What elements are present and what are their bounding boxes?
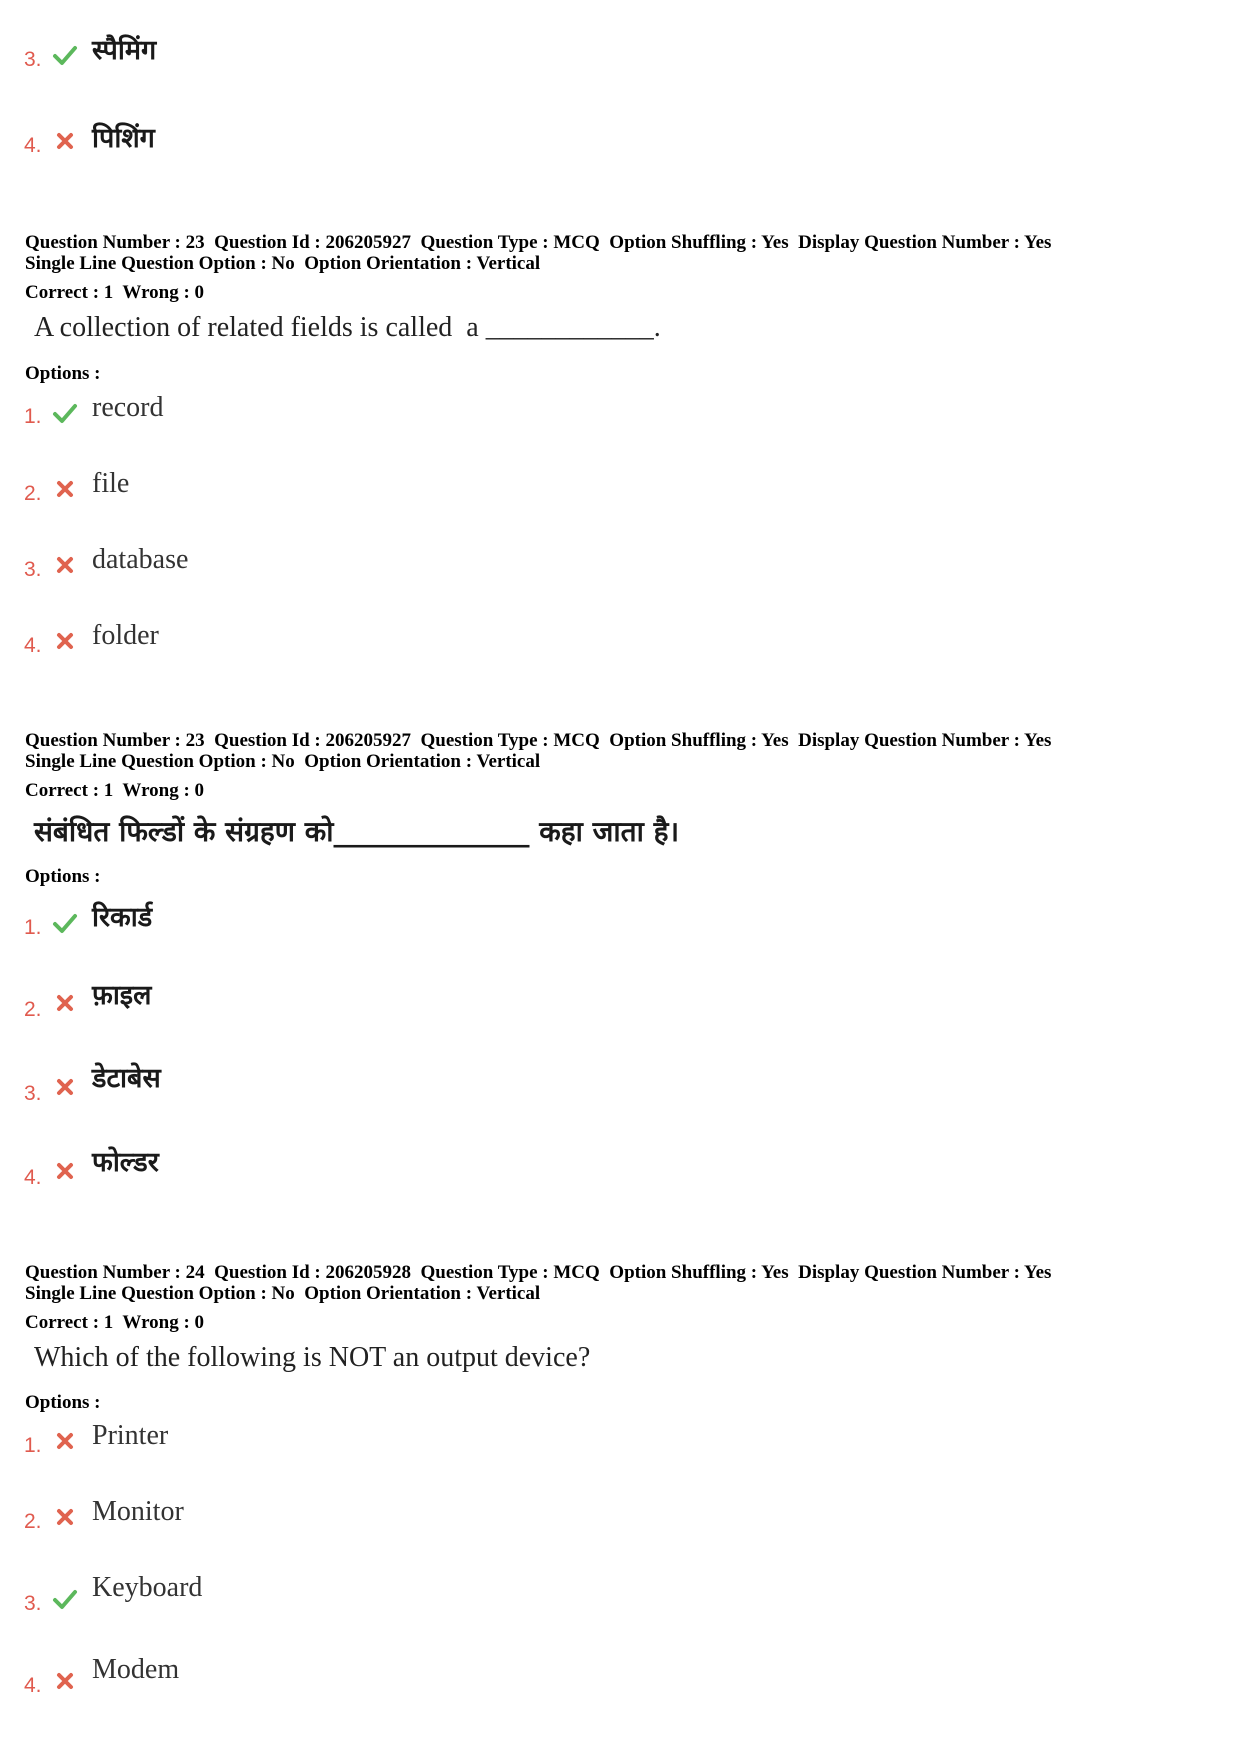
option-text: रिकार्ड (92, 902, 153, 933)
question-text: संबंधित फिल्डों के संग्रहण को______________ कहा जाता है। (34, 815, 680, 848)
cross-icon (52, 128, 78, 154)
check-icon (52, 1586, 78, 1612)
question-text: Which of the following is NOT an output device? (34, 1342, 591, 1373)
option-text: फोल्डर (92, 1147, 159, 1178)
cross-icon (52, 1668, 78, 1694)
option-number: 4. (24, 1674, 42, 1697)
check-icon (52, 910, 78, 936)
question-meta-orientation: Single Line Question Option : No Option Orientation : Vertical (25, 1283, 541, 1304)
check-icon (52, 42, 78, 68)
option-text: file (92, 468, 130, 499)
option-number: 2. (24, 482, 42, 505)
option-number: 4. (24, 634, 42, 657)
option-number: 3. (24, 558, 42, 581)
option-text: स्पैमिंग (92, 35, 157, 66)
cross-icon (52, 476, 78, 502)
option-text: Modem (92, 1654, 180, 1685)
option-number: 1. (24, 405, 42, 428)
option-text: फ़ाइल (92, 980, 152, 1011)
option-text: Keyboard (92, 1572, 203, 1603)
question-meta-orientation: Single Line Question Option : No Option Orientation : Vertical (25, 253, 541, 274)
cross-icon (52, 1074, 78, 1100)
cross-icon (52, 552, 78, 578)
question-marks: Correct : 1 Wrong : 0 (25, 780, 205, 801)
check-icon (52, 400, 78, 426)
cross-icon (52, 1504, 78, 1530)
question-meta: Question Number : 23 Question Id : 206205927 Question Type : MCQ Option Shuffling : Yes Display Question Number : Yes (25, 730, 1052, 751)
option-number: 4. (24, 1166, 42, 1189)
options-label: Options : (25, 866, 101, 887)
cross-icon (52, 990, 78, 1016)
option-number: 3. (24, 1082, 42, 1105)
option-number: 2. (24, 1510, 42, 1533)
question-meta: Question Number : 24 Question Id : 206205928 Question Type : MCQ Option Shuffling : Yes Display Question Number : Yes (25, 1262, 1052, 1283)
option-text: Printer (92, 1420, 169, 1451)
option-text: Monitor (92, 1496, 184, 1527)
option-number: 1. (24, 916, 42, 939)
cross-icon (52, 1428, 78, 1454)
option-number: 3. (24, 1592, 42, 1615)
option-number: 4. (24, 134, 42, 157)
option-text: folder (92, 620, 159, 651)
cross-icon (52, 1158, 78, 1184)
option-number: 3. (24, 48, 42, 71)
options-label: Options : (25, 1392, 101, 1413)
question-meta-orientation: Single Line Question Option : No Option Orientation : Vertical (25, 751, 541, 772)
question-marks: Correct : 1 Wrong : 0 (25, 282, 205, 303)
question-meta: Question Number : 23 Question Id : 206205927 Question Type : MCQ Option Shuffling : Yes Display Question Number : Yes (25, 232, 1052, 253)
cross-icon (52, 628, 78, 654)
question-text: A collection of related fields is called a ____________. (34, 312, 661, 343)
option-text: डेटाबेस (92, 1063, 161, 1094)
option-text: database (92, 544, 189, 575)
question-marks: Correct : 1 Wrong : 0 (25, 1312, 205, 1333)
options-label: Options : (25, 363, 101, 384)
option-text: record (92, 392, 164, 423)
option-text: पिशिंग (92, 123, 155, 154)
option-number: 2. (24, 998, 42, 1021)
option-number: 1. (24, 1434, 42, 1457)
